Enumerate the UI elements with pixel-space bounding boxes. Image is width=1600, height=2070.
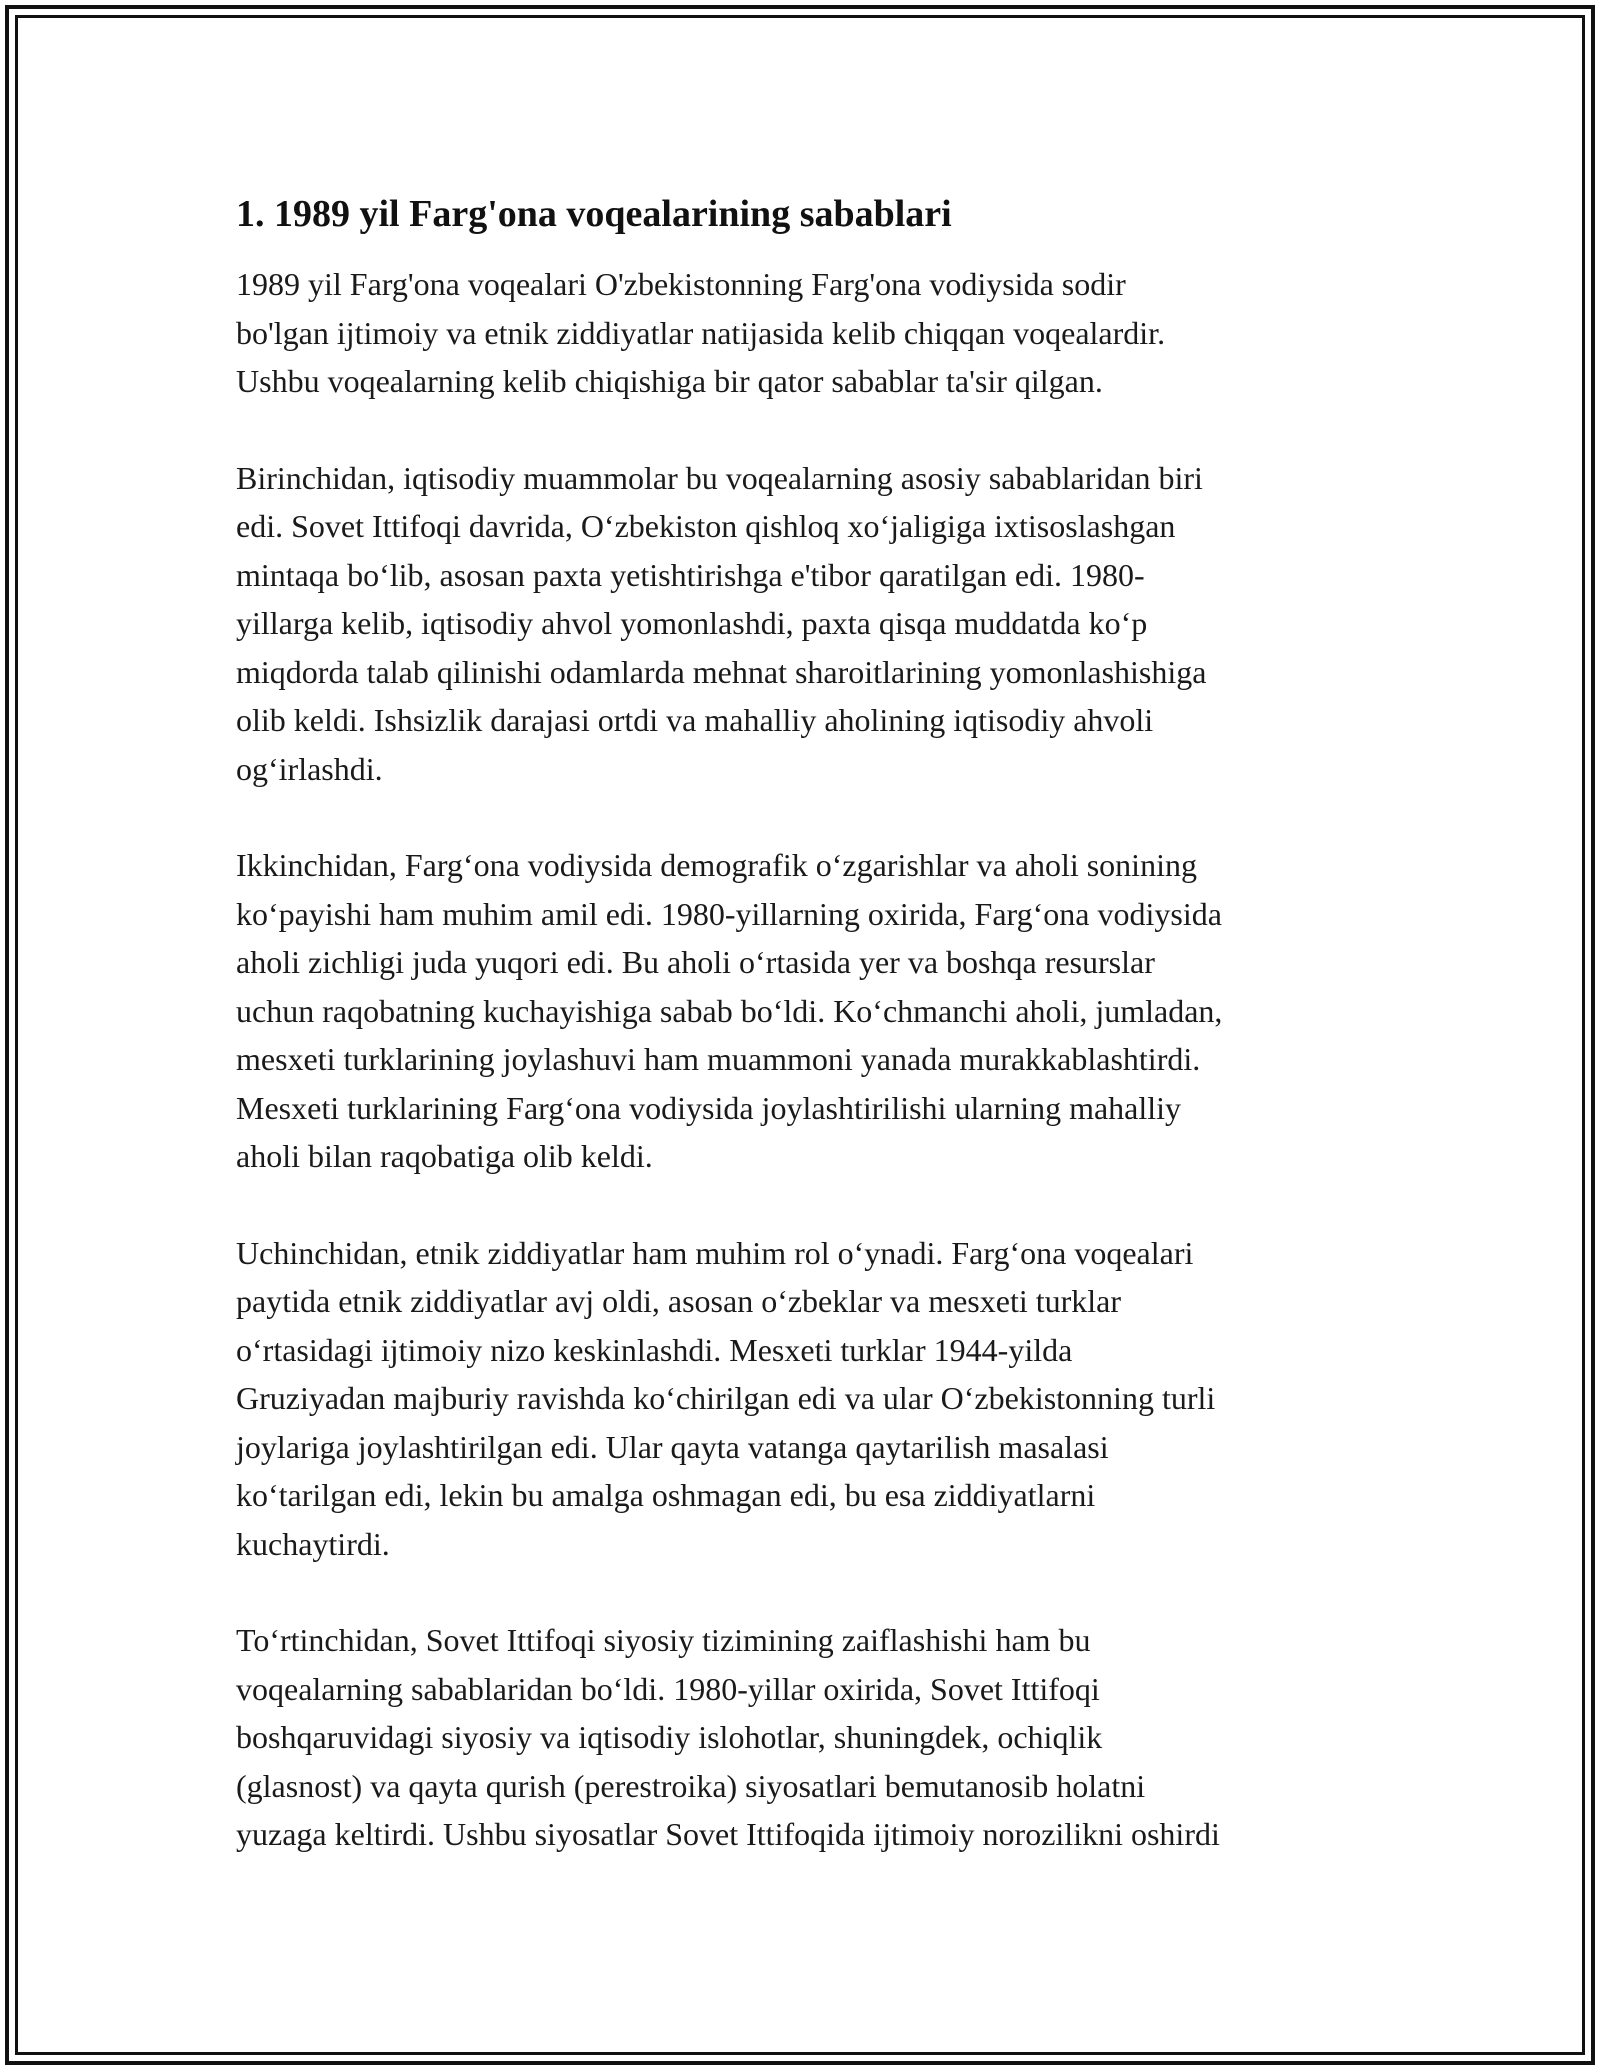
text-line: voqealarning sabablaridan bo‘ldi. 1980-yillar oxirida, Sovet Ittifoqi [236, 1670, 1100, 1707]
text-line: Ikkinchidan, Farg‘ona vodiysida demografik o‘zgarishlar va aholi sonining [236, 847, 1197, 883]
paragraph-intro [236, 260, 1396, 406]
text-line: yillarga kelib, iqtisodiy ahvol yomonlashdi, paxta qisqa muddatda ko‘p [236, 605, 1148, 641]
paragraph-third-cause [236, 1229, 1396, 1569]
text-line: mesxeti turklarining joylashuvi ham muammoni yanada murakkablashtirdi. [236, 1041, 1201, 1077]
paragraph-first-cause [236, 454, 1396, 794]
text-line: yuzaga keltirdi. Ushbu siyosatlar Sovet Ittifoqida ijtimoiy norozilikni oshirdi [236, 1816, 1220, 1852]
document-body [236, 186, 1396, 1907]
text-line: (glasnost) va qayta qurish (perestroika) siyosatlari bemutanosib holatni [236, 1767, 1146, 1804]
section-heading: 1. 1989 yil Farg'ona voqealarining sabablari [236, 193, 952, 235]
paragraph-second-cause [236, 841, 1396, 1181]
text-line: kuchaytirdi. [236, 1525, 390, 1562]
text-line: olib keldi. Ishsizlik darajasi ortdi va mahalliy aholining iqtisodiy ahvoli [236, 702, 1154, 738]
text-line: edi. Sovet Ittifoqi davrida, O‘zbekiston qishloq xo‘jaligiga ixtisoslashgan [236, 508, 1176, 544]
paragraph-fourth-cause [236, 1616, 1396, 1859]
text-line: Gruziyadan majburiy ravishda ko‘chirilgan edi va ular O‘zbekistonning turli [236, 1380, 1216, 1416]
text-line: Mesxeti turklarining Farg‘ona vodiysida joylashtirilishi ularning mahalliy [236, 1089, 1182, 1126]
text-line: To‘rtinchidan, Sovet Ittifoqi siyosiy tizimining zaiflashishi ham bu [236, 1622, 1091, 1658]
text-line: og‘irlashdi. [236, 750, 383, 787]
text-line: Uchinchidan, etnik ziddiyatlar ham muhim rol o‘ynadi. Farg‘ona voqealari [236, 1234, 1194, 1271]
text-line: o‘rtasidagi ijtimoiy nizo keskinlashdi. Mesxeti turklar 1944-yilda [236, 1331, 1073, 1368]
text-line: mintaqa bo‘lib, asosan paxta yetishtirishga e'tibor qaratilgan edi. 1980- [236, 556, 1145, 593]
text-line: uchun raqobatning kuchayishiga sabab bo‘ldi. Ko‘chmanchi aholi, jumladan, [236, 992, 1223, 1029]
text-line: aholi zichligi juda yuqori edi. Bu aholi o‘rtasida yer va boshqa resurslar [236, 944, 1155, 980]
text-line: ko‘payishi ham muhim amil edi. 1980-yillarning oxirida, Farg‘ona vodiysida [236, 895, 1222, 932]
text-line: paytida etnik ziddiyatlar avj oldi, asosan o‘zbeklar va mesxeti turklar [236, 1283, 1122, 1319]
text-line: boshqaruvidagi siyosiy va iqtisodiy islohotlar, shuningdek, ochiqlik [236, 1719, 1103, 1755]
text-line: Ushbu voqealarning kelib chiqishiga bir qator sabablar ta'sir qilgan. [236, 363, 1103, 399]
text-line: joylariga joylashtirilgan edi. Ular qayta vatanga qaytarilish masalasi [236, 1428, 1109, 1465]
text-line: 1989 yil Farg'ona voqealari O'zbekistonning Farg'ona vodiysida sodir [236, 266, 1126, 302]
text-line: miqdorda talab qilinishi odamlarda mehnat sharoitlarining yomonlashishiga [236, 653, 1207, 690]
text-line: bo'lgan ijtimoiy va etnik ziddiyatlar natijasida kelib chiqqan voqealardir. [236, 314, 1166, 351]
text-line: Birinchidan, iqtisodiy muammolar bu voqealarning asosiy sabablaridan biri [236, 459, 1203, 496]
text-line: aholi bilan raqobatiga olib keldi. [236, 1138, 653, 1174]
text-line: ko‘tarilgan edi, lekin bu amalga oshmagan edi, bu esa ziddiyatlarni [236, 1477, 1096, 1513]
